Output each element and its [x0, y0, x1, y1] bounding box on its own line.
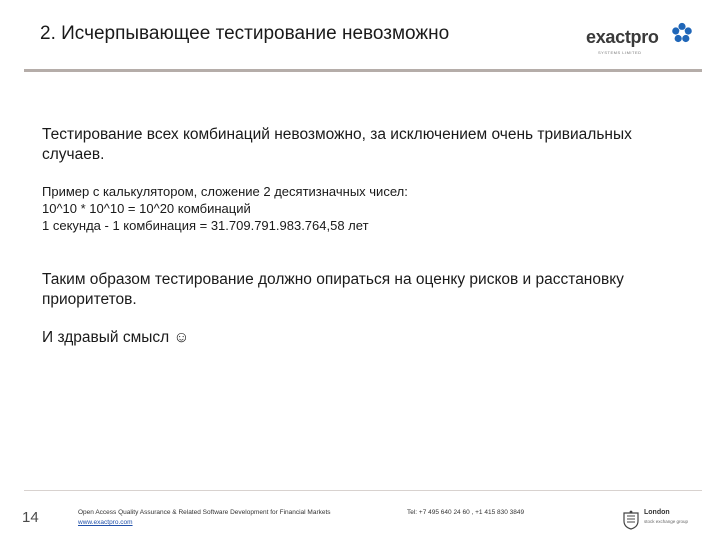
logo-tagline: SYSTEMS LIMITED	[598, 50, 642, 55]
exactpro-flower-icon	[671, 22, 693, 44]
page-number: 14	[22, 509, 39, 526]
common-sense-paragraph	[42, 328, 682, 348]
partner-subtitle: stock exchange group	[644, 519, 689, 524]
conclusion-line: приоритетов.	[42, 291, 137, 308]
exactpro-logo	[586, 18, 696, 58]
partner-name: London	[644, 509, 670, 516]
title-divider	[24, 69, 702, 72]
footer-phones: Tel: +7 495 640 24 60 , +1 415 830 3849	[407, 509, 525, 516]
footer-description: Open Access Quality Assurance & Related Software Development for Financial Markets	[78, 509, 331, 516]
lse-crest-icon	[622, 510, 640, 530]
intro-line: случаев.	[42, 146, 105, 163]
footer-website-link[interactable]: www.exactpro.com	[78, 519, 133, 526]
example-line: Пример с калькулятором, сложение 2 десятизначных чисел:	[42, 184, 408, 199]
example-paragraph	[42, 183, 682, 234]
slide-title: 2. Исчерпывающее тестирование невозможно	[40, 23, 450, 44]
example-line: 10^10 * 10^10 = 10^20 комбинаций	[42, 201, 251, 216]
common-sense-line: И здравый смысл ☺	[42, 329, 190, 346]
intro-line: Тестирование всех комбинаций невозможно, за исключением очень тривиальных	[42, 126, 632, 143]
intro-paragraph	[42, 125, 682, 165]
example-line: 1 секунда - 1 комбинация = 31.709.791.983.764,58 лет	[42, 218, 369, 233]
conclusion-paragraph	[42, 270, 682, 310]
conclusion-line: Таким образом тестирование должно опираться на оценку рисков и расстановку	[42, 271, 624, 288]
logo-wordmark: exactpro	[586, 27, 659, 47]
footer-divider	[24, 490, 702, 491]
